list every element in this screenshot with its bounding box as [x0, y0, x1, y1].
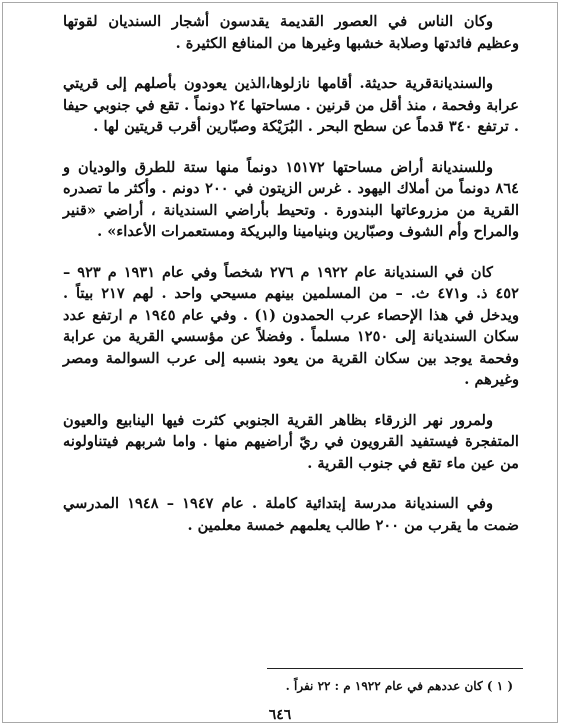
- page-frame: [2, 2, 558, 723]
- paragraph-population: كان في السنديانة عام ١٩٢٢ م ٢٧٦ شخصاً وفي عام ١٩٣١ م ٩٢٣ – ٤٥٢ ذ. و٤٧١ ث. – من المسلمين بينهم مسيحي واحد . لهم ٢١٧ بيتاً . ويدخل في هذا الإحصاء عرب الحمدون (١) . وفي عام ١٩٤٥ م ارتفع عدد سكان السنديانة إلى ١٢٥٠ مسلماً . وفضلاً عن مؤسسي القرية من عرابة وفحمة يوجد بين سكان القرية من يعود بنسبه إلى عرب السوالمة ومصر وغيرهم .: [63, 263, 519, 388]
- paragraph-springs: ولمرور نهر الزرقاء بظاهر القرية الجنوبي كثرت فيها الينابيع والعيون المتفجرة فيستفيد القرويون في ريّ أراضيهم منها . واما شربهم فيتناولونه من عين ماء تقع في جنوب القرية .: [63, 411, 519, 472]
- paragraph-lands: وللسنديانة أراض مساحتها ١٥١٧٢ دونماً منها ستة للطرق والوديان و ٨٦٤ دونماً من أملاك اليهود . غرس الزيتون في ٢٠٠ دونم . وأكثر ما تصدره القرية من مزروعاتها البندورة . وتحيط بأراضي السنديانة ، أراضي «قنير والمراح وأم الشوف وصبّارين وبنيامينا والبريكة ومستعمرات الأعداء» .: [63, 158, 519, 240]
- paragraph-school: وفي السنديانة مدرسة إبتدائية كاملة . عام ١٩٤٧ – ١٩٤٨ المدرسي ضمت ما يقرب من ٢٠٠ طالب يعلمهم خمسة معلمين .: [63, 495, 519, 534]
- page-number: ٦٤٦: [268, 707, 292, 723]
- paragraph-oak-trees: وكان الناس في العصور القديمة يقدسون أشجار السنديان لقوتها وعظيم فائدتها وصلابة خشبها وغيرها من المنافع الكثيرة .: [63, 13, 519, 52]
- paragraph-village-origin: والسنديانةقرية حديثة. أقامها نازلوها،الذين يعودون بأصلهم إلى قريتي عرابة وفحمة ، منذ أقل من قرنين . مساحتها ٢٤ دونماً . تقع في جنوبي حيفا . ترتفع ٣٤٠ قدماً عن سطح البحر . البُرَيْكة وصبّارين أقرب قريتين لها .: [63, 75, 519, 135]
- document-body: [63, 11, 519, 536]
- footnote-divider: [267, 668, 523, 669]
- footnote: ( ١ ) كان عددهم في عام ١٩٢٢ م : ٢٢ نفراً .: [285, 679, 513, 693]
